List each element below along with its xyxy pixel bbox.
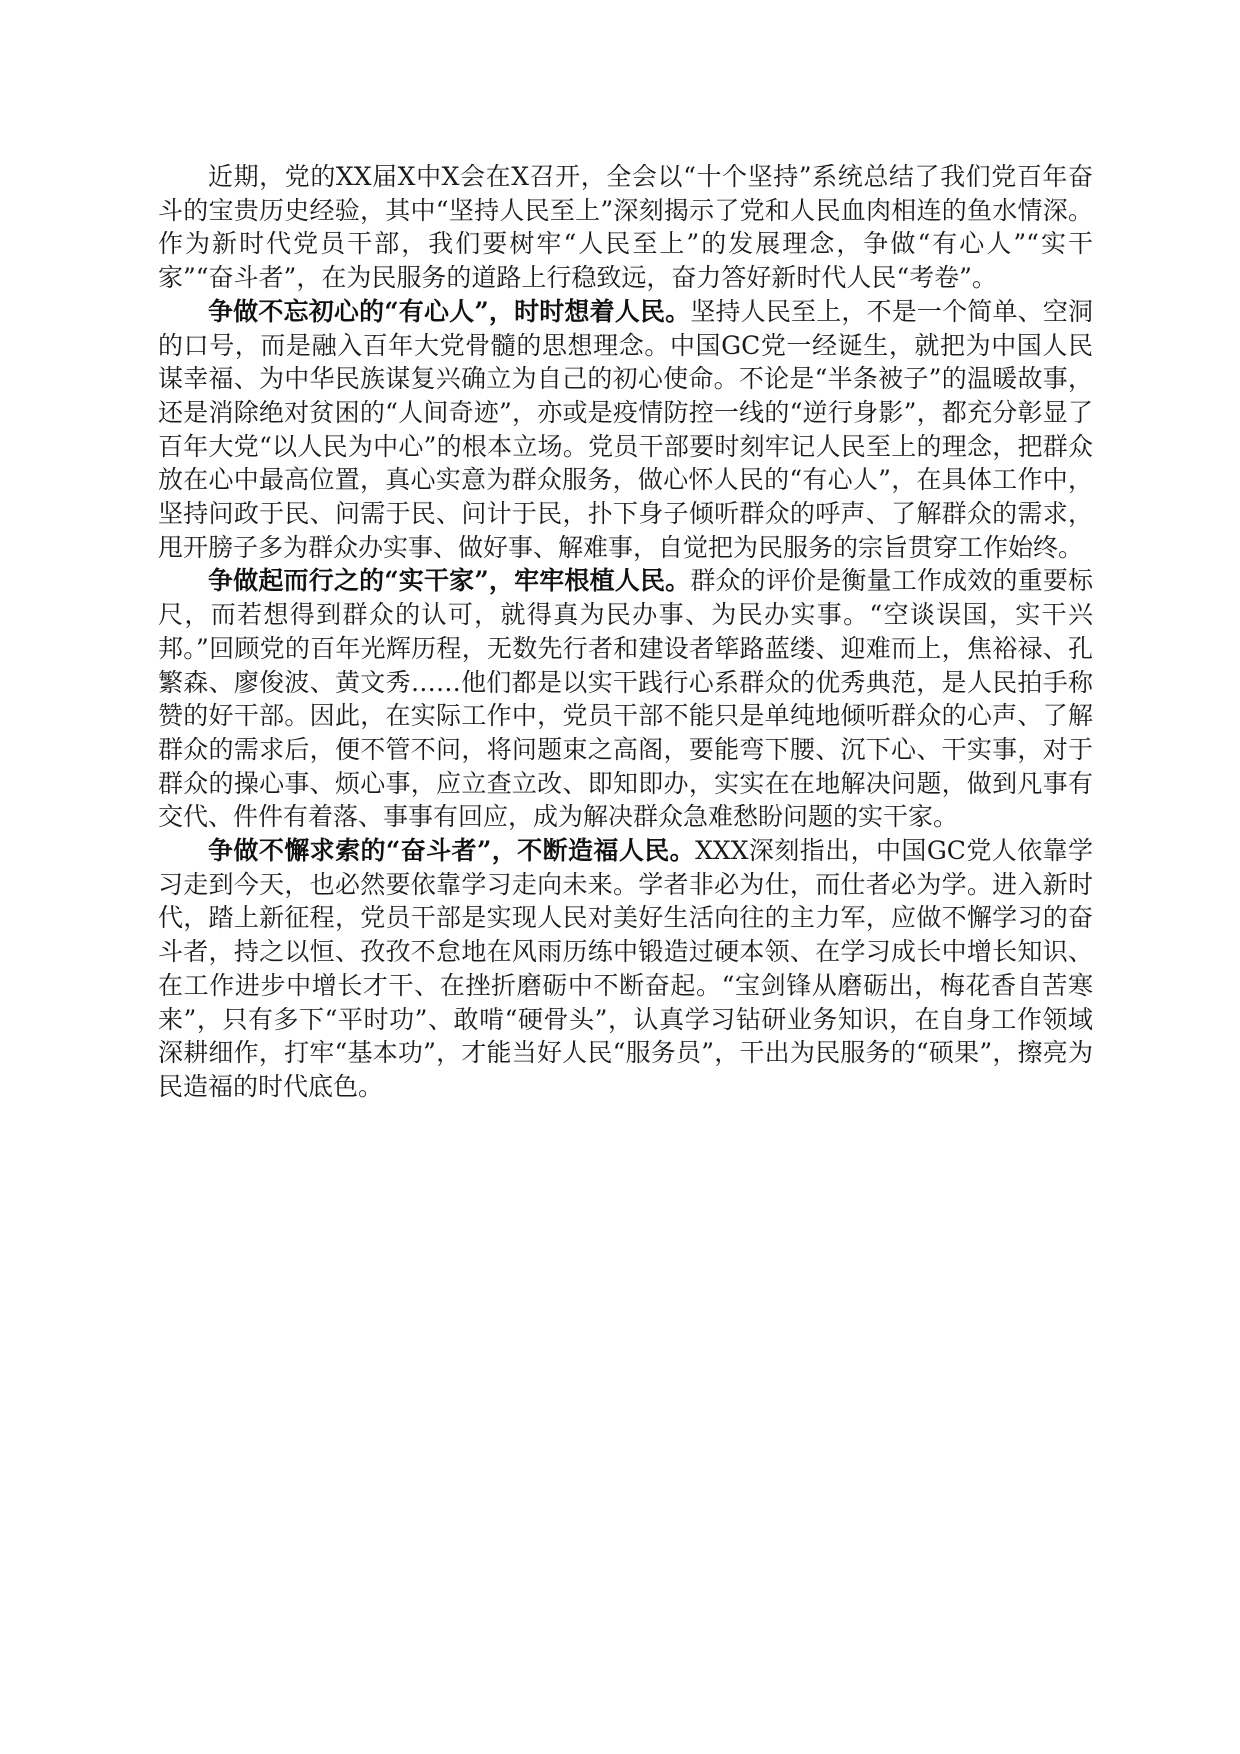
paragraph-lead: 争做不懈求索的“奋斗者”，不断造福人民。: [208, 836, 696, 866]
paragraph-text: 群众的评价是衡量工作成效的重要标尺，而若想得到群众的认可，就得真为民办事、为民办实事。“空谈误国，实干兴邦。”回顾党的百年光辉历程，无数先行者和建设者筚路蓝缕、迎难而上，焦裕禄、孔繁森、廖俊波、黄文秀……他们都是以实干践行心系群众的优秀典范，是人民拍手称赞的好干部。因此，在实际工作中，党员干部不能只是单纯地倾听群众的心声、了解群众的需求后，便不管不问，将问题束之高阁，要能弯下腰、沉下心、干实事，对于群众的操心事、烦心事，应立查立改、即知即办，实实在在地解决问题，做到凡事有交代、件件有着落、事事有回应，成为解决群众急难愁盼问题的实干家。: [158, 566, 1093, 832]
paragraph-lead: 争做起而行之的“实干家”，牢牢根植人民。: [208, 566, 691, 596]
paragraph-text: 坚持人民至上，不是一个简单、空洞的口号，而是融入百年大党骨髓的思想理念。中国GC党一经诞生，就把为中国人民谋幸福、为中华民族谋复兴确立为自己的初心使命。不论是“半条被子”的温暖故事，还是消除绝对贫困的“人间奇迹”，亦或是疫情防控一线的“逆行身影”，都充分彰显了百年大党“以人民为中心”的根本立场。党员干部要时刻牢记人民至上的理念，把群众放在心中最高位置，真心实意为群众服务，做心怀人民的“有心人”，在具体工作中，坚持问政于民、问需于民、问计于民，扑下身子倾听群众的呼声、了解群众的需求，甩开膀子多为群众办实事、做好事、解难事，自觉把为民服务的宗旨贯穿工作始终。: [158, 296, 1093, 562]
paragraph-section-1: [158, 295, 1093, 565]
paragraph-lead: 争做不忘初心的“有心人”，时时想着人民。: [208, 296, 691, 326]
paragraph-intro: [158, 160, 1093, 295]
paragraph-text: XXX深刻指出，中国GC党人依靠学习走到今天，也必然要依靠学习走向未来。学者非必为仕，而仕者必为学。进入新时代，踏上新征程，党员干部是实现人民对美好生活向往的主力军，应做不懈学习的奋斗者，持之以恒、孜孜不怠地在风雨历练中锻造过硬本领、在学习成长中增长知识、在工作进步中增长才干、在挫折磨砺中不断奋起。“宝剑锋从磨砺出，梅花香自苦寒来”，只有多下“平时功”、敢啃“硬骨头”，认真学习钻研业务知识，在自身工作领域深耕细作，打牢“基本功”，才能当好人民“服务员”，干出为民服务的“硕果”，擦亮为民造福的时代底色。: [158, 836, 1093, 1101]
document-body: [158, 160, 1093, 1104]
paragraph-section-3: [158, 834, 1093, 1104]
paragraph-text: 近期，党的XX届X中X会在X召开，全会以“十个坚持”系统总结了我们党百年奋斗的宝贵历史经验，其中“坚持人民至上”深刻揭示了党和人民血肉相连的鱼水情深。作为新时代党员干部，我们要树牢“人民至上”的发展理念，争做“有心人”“实干家”“奋斗者”，在为民服务的道路上行稳致远，奋力答好新时代人民“考卷”。: [158, 162, 1093, 293]
paragraph-section-2: [158, 564, 1093, 834]
